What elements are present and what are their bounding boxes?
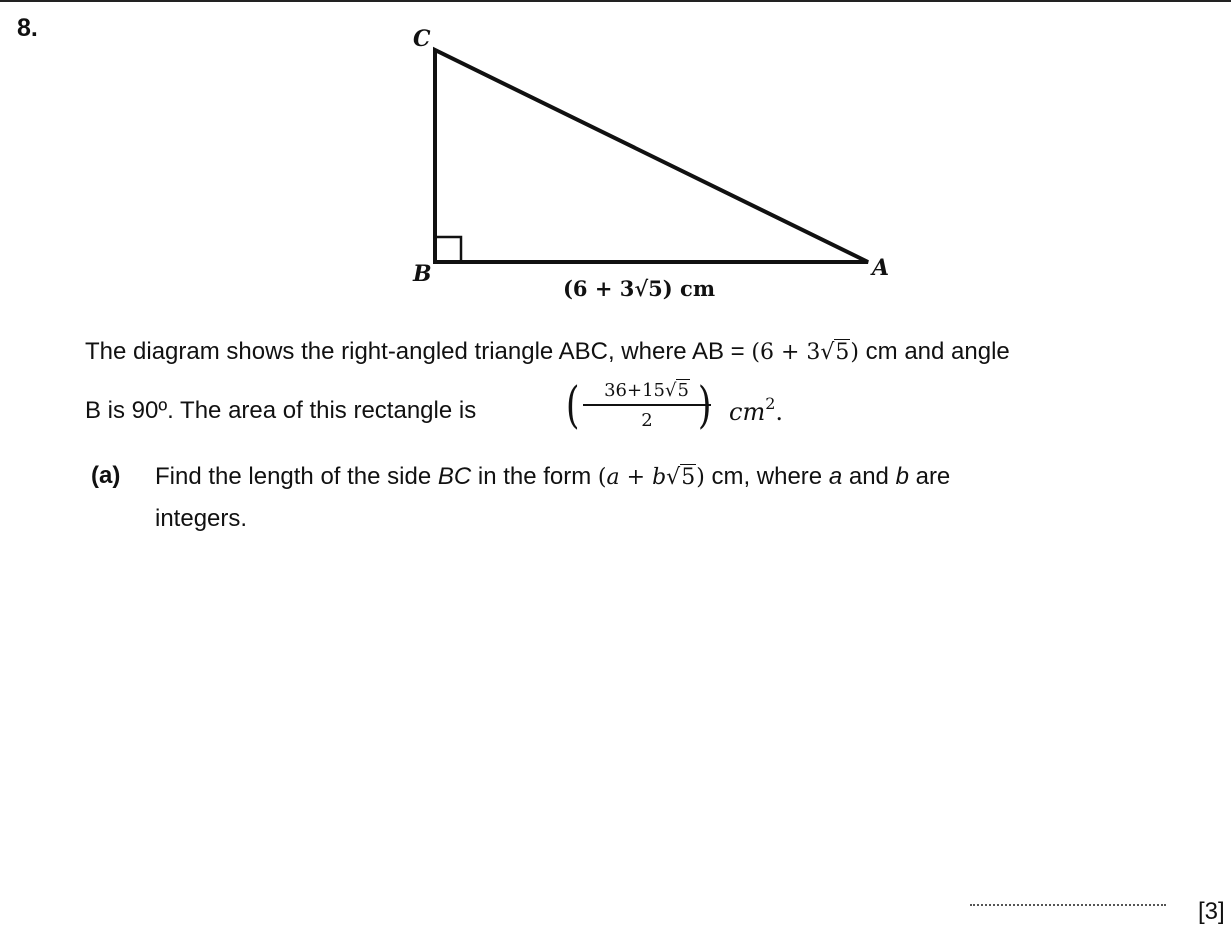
side-ab-label: (6 + 3√5) cm [563, 276, 716, 301]
numerator-sqrt: √5 [664, 380, 689, 401]
close-paren: ) [697, 376, 712, 434]
right-angle-marker [435, 237, 461, 262]
intro-line-1 [85, 337, 1010, 368]
vertex-label-b: B [413, 261, 432, 287]
numerator-radicand: 5 [677, 380, 689, 401]
intro-text-1a: The diagram shows the right-angled triangle ABC, where AB = [85, 338, 752, 365]
vertex-label-a: A [872, 255, 890, 281]
part-a-label: (a) [91, 462, 121, 489]
area-unit [729, 396, 783, 426]
part-a-var-b: b [895, 463, 909, 490]
form-close: ) [696, 465, 705, 490]
sqrt-symbol: √5 [820, 340, 850, 365]
intro-line-2 [85, 396, 476, 426]
ab-length-math [751, 340, 859, 365]
part-a-line-1 [155, 462, 950, 493]
form-plus: + [619, 465, 653, 490]
part-a-side: BC [437, 463, 472, 490]
part-a-text-5: are [908, 463, 951, 490]
marks-label: [3] [1198, 898, 1225, 925]
open-paren: ( [565, 376, 580, 434]
intro-text-2a: B is 90º. The area of this rectangle is [85, 397, 477, 424]
fraction-denominator: 2 [641, 410, 653, 431]
unit-text: cm [729, 398, 766, 426]
triangle-diagram [0, 0, 1231, 320]
ab-math-open: (6 + 3 [751, 340, 821, 365]
form-radicand: 5 [681, 465, 696, 490]
form-open: ( [597, 465, 607, 490]
question-number: 8. [17, 14, 38, 42]
form-expression [598, 465, 705, 490]
part-a-line-2 [155, 504, 247, 534]
part-a-text-4: and [842, 463, 896, 490]
part-a-text-2: in the form [471, 463, 598, 490]
answer-line[interactable] [970, 904, 1166, 906]
form-sqrt: √5 [666, 465, 696, 490]
ab-math-radicand: 5 [835, 340, 850, 365]
ab-math-close: ) [850, 340, 859, 365]
part-a-var-a: a [828, 463, 843, 490]
part-a-text-1: Find the length of the side [155, 463, 438, 490]
form-b: b [652, 465, 667, 490]
fraction-numerator [583, 378, 711, 406]
part-a-text-6: integers. [155, 505, 248, 532]
vertex-label-c: C [413, 26, 431, 52]
numerator-text: 36+15 [604, 380, 665, 401]
intro-text-1b: cm and angle [859, 338, 1010, 365]
part-a-text-3: cm, where [704, 463, 829, 490]
area-fraction [583, 378, 711, 432]
triangle-abc [435, 50, 868, 262]
unit-power: 2 [765, 394, 776, 413]
form-a: a [606, 465, 620, 490]
unit-trailing: . [775, 398, 784, 426]
